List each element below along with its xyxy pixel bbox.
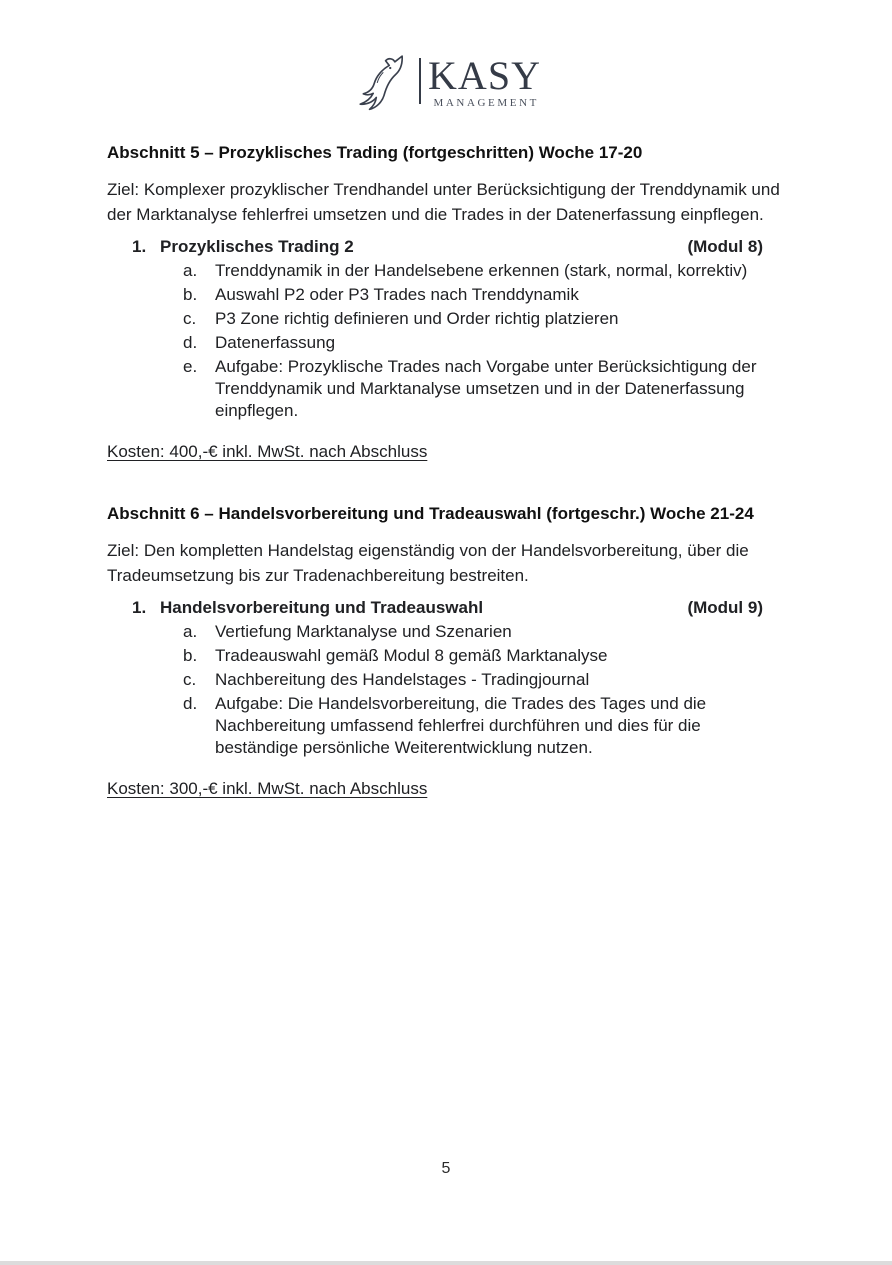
list-subitem [183,669,785,691]
list-subitem [183,645,785,667]
subitem-letter: e. [183,357,198,376]
subitem-letter: a. [183,261,198,280]
subitem-text: Datenerfassung [215,333,336,352]
howling-wolf-icon [351,52,415,114]
subitem-letter: d. [183,333,198,352]
module-label: (Modul 8) [687,237,763,256]
list-subitem [183,693,785,759]
subitem-letter: c. [183,309,197,328]
footer-divider [0,1261,892,1265]
section-heading: Abschnitt 5 – Prozyklisches Trading (fortgeschritten) Woche 17-20 [107,143,643,162]
list-subitem [183,356,785,422]
list-subitem [183,308,785,330]
list-item-header [132,597,785,619]
subitem-text: Auswahl P2 oder P3 Trades nach Trenddynamik [215,285,579,304]
section-goal: Ziel: Komplexer prozyklischer Trendhandel unter Berücksichtigung der Trenddynamik und der Marktanalyse fehlerfrei umsetzen und die Trades in der Datenerfassung einpflegen. [107,180,780,224]
subitem-letter: b. [183,285,198,304]
brand-subtitle: MANAGEMENT [433,97,539,109]
section-heading: Abschnitt 6 – Handelsvorbereitung und Tradeauswahl (fortgeschr.) Woche 21-24 [107,504,754,523]
list-subitem [183,332,785,354]
cost-line: Kosten: 300,-€ inkl. MwSt. nach Abschluss [107,779,428,798]
subitem-text: Trenddynamik in der Handelsebene erkennen (stark, normal, korrektiv) [215,261,748,280]
list-subitem [183,284,785,306]
list-item-header [132,236,785,258]
brand-name: KASY [428,53,541,98]
list-item-title: Prozyklisches Trading 2 [160,237,354,256]
list-item-title: Handelsvorbereitung und Tradeauswahl [160,598,484,617]
cost-line: Kosten: 400,-€ inkl. MwSt. nach Abschluss [107,442,428,461]
list-item-number: 1. [132,598,147,617]
section-abschnitt-6 [107,504,785,800]
subitem-letter: a. [183,622,198,641]
subitem-letter: d. [183,694,198,713]
subitem-letter: b. [183,646,198,665]
subitem-text: P3 Zone richtig definieren und Order richtig platzieren [215,309,619,328]
page-number: 5 [441,1160,451,1177]
subitem-text: Vertiefung Marktanalyse und Szenarien [215,622,512,641]
logo-text [428,53,541,109]
section-goal: Ziel: Den kompletten Handelstag eigenständig von der Handelsvorbereitung, über die Tradeumsetzung bis zur Tradenachbereitung bestreiten. [107,541,749,585]
subitem-text: Nachbereitung des Handelstages - Tradingjournal [215,670,590,689]
list-item-number: 1. [132,237,147,256]
subitem-letter: c. [183,670,197,689]
list-subitem [183,621,785,643]
list-subitem [183,260,785,282]
document-content [107,143,785,800]
subitem-text: Aufgabe: Prozyklische Trades nach Vorgabe unter Berücksichtigung der Trenddynamik und Marktanalyse umsetzen und in der Datenerfassung einpflegen. [215,357,757,420]
logo-divider [419,58,421,104]
subitem-text: Aufgabe: Die Handelsvorbereitung, die Trades des Tages und die Nachbereitung umfassend fehlerfrei durchführen und dies für die beständige persönliche Weiterentwicklung nutzen. [215,694,707,757]
module-label: (Modul 9) [687,598,763,617]
brand-logo [0,52,892,114]
section-abschnitt-5 [107,143,785,463]
subitem-text: Tradeauswahl gemäß Modul 8 gemäß Marktanalyse [215,646,608,665]
